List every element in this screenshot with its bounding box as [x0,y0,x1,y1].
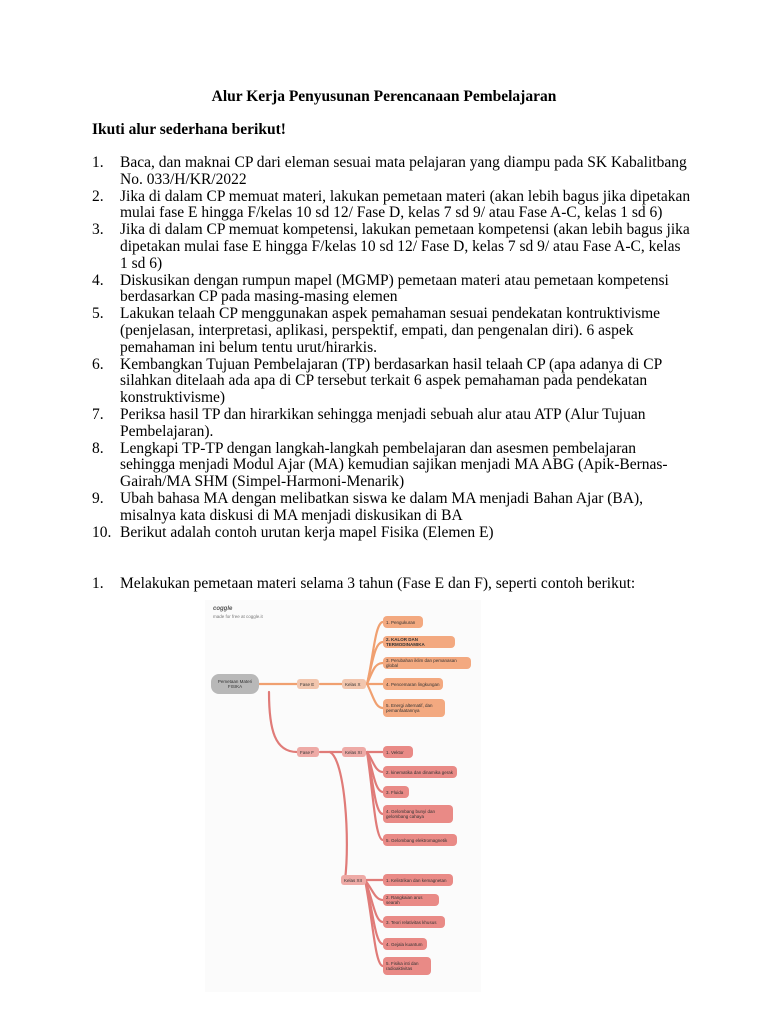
list-text: Berikut adalah contoh urutan kerja mapel Fisika (Elemen E) [120,523,494,541]
coggle-caption: made for free at coggle.it [213,614,263,619]
mindmap-item: 4. Gelombang bunyi dan gelombang cahaya [383,805,453,823]
list-item [92,273,692,307]
list-item [92,407,692,441]
list-item [92,491,692,525]
list-text: Lengkapi TP-TP dengan langkah-langkah pembelajaran dan asesmen pembelajaran sehingga menjadi Modul Ajar (MA) kemudian sajikan menjadi MA ABG (Apik-Bernas-Gairah/MA SHM (Simpel-Harmoni-Menarik) [120,439,668,491]
mindmap-fase-e: Fase E [297,679,319,689]
intro-text: Ikuti alur sederhana berikut! [92,121,286,138]
list-number: 4. [92,271,104,289]
list-item [92,222,692,272]
list-text: Jika di dalam CP memuat kompetensi, lakukan pemetaan kompetensi (akan lebih bagus jika dipetakan mulai fase E hingga F/kelas 10 sd 12/ Fase D, kelas 7 sd 9/ atau Fase A-C, kelas 1 sd 6) [120,221,690,272]
list-text: Melakukan pemetaan materi selama 3 tahun (Fase E dan F), seperti contoh berikut: [120,575,636,592]
list-item [92,357,692,407]
list-item [92,155,692,189]
mindmap-item: 4. Gejala kuantum [383,938,427,950]
mindmap-image [205,600,481,992]
list-number: 1. [92,154,104,171]
list-number: 7. [92,405,104,423]
mindmap-item: 2. kinematika dan dinamika gerak [383,766,457,778]
mindmap-kelas-xi: Kelas XI [342,747,366,757]
mindmap-item: 1. Kelistrikan dan kemagnetan [383,874,453,886]
list-number: 6. [92,355,104,373]
document-title: Alur Kerja Penyusunan Perencanaan Pembelajaran [211,88,557,105]
mindmap-item: 3. Teori relativitas khusus [383,916,445,928]
mindmap-root: Pemetaan Materi FISIKA [211,674,259,694]
mindmap-item: 5. Energi alternatif, dan pemanfaatannya [383,699,445,717]
list-number: 3. [92,221,104,239]
list-item [92,441,692,491]
mindmap-item: 5. Gelombang elektromagnetik [383,834,457,846]
list-number: 8. [92,439,104,457]
list-item [92,525,692,542]
list-number: 10. [92,523,112,541]
mindmap-item: 5. Fisika inti dan radioaktivitas [383,957,431,975]
mindmap-item: 2. Rangkaian arus searah [383,894,439,906]
mindmap-item: 3. Perubahan iklim dan pemanasan global [383,657,471,669]
list-text: Baca, dan maknai CP dari eleman sesuai mata pelajaran yang diampu pada SK Kabalitbang No. 033/H/KR/2022 [120,154,687,188]
list-text: Periksa hasil TP dan hirarkikan sehingga menjadi sebuah alur atau ATP (Alur Tujuan Pembelajaran). [120,405,646,440]
list-text: Lakukan telaah CP menggunakan aspek pemahaman sesuai pendekatan kontruktivisme (penjelasan, interpretasi, aplikasi, perspektif, empati, dan pengenalan diri). 6 aspek pemahaman ini belum tentu urut/hirarkis. [120,305,661,356]
list-number: 9. [92,489,104,507]
mindmap-kelas-x: Kelas X [342,679,366,689]
list-text: Kembangkan Tujuan Pembelajaran (TP) berdasarkan hasil telaah CP (apa adanya di CP silahkan ditelaah ada apa di CP tersebut terkait 6 aspek pemahaman pada pendekatan konstruktivisme) [120,355,662,407]
coggle-logo: coggle [213,606,233,612]
sub-step [92,575,635,593]
list-text: Ubah bahasa MA dengan melibatkan siswa ke dalam MA menjadi Bahan Ajar (BA), misalnya kata diskusi di MA menjadi diskusikan di BA [120,489,643,524]
mindmap-fase-f: Fase F [297,747,319,757]
mindmap-item: 1. Pengukuran [383,616,423,628]
list-text: Jika di dalam CP memuat materi, lakukan pemetaan materi (akan lebih bagus jika dipetakan mulai fase E hingga F/kelas 10 sd 12/ Fase D, kelas 7 sd 9/ atau Fase A-C, kelas 1 sd 6) [120,187,691,222]
mindmap-item: 3. Fluida [383,786,409,798]
steps-list [92,155,692,541]
list-item [92,189,692,223]
list-number: 1. [92,575,104,592]
list-item [92,306,692,356]
mindmap-item: 2. KALOR DAN TERMODINAMIKA [383,636,455,648]
mindmap-kelas-xii: Kelas XII [341,875,366,885]
mindmap-item: 1. Vektor [383,746,413,758]
list-text: Diskusikan dengan rumpun mapel (MGMP) pemetaan materi atau pemetaan kompetensi berdasarkan CP pada masing-masing elemen [120,271,669,306]
mindmap-item: 4. Pencemaran lingkungan [383,678,443,690]
list-number: 5. [92,305,104,323]
list-number: 2. [92,187,104,205]
